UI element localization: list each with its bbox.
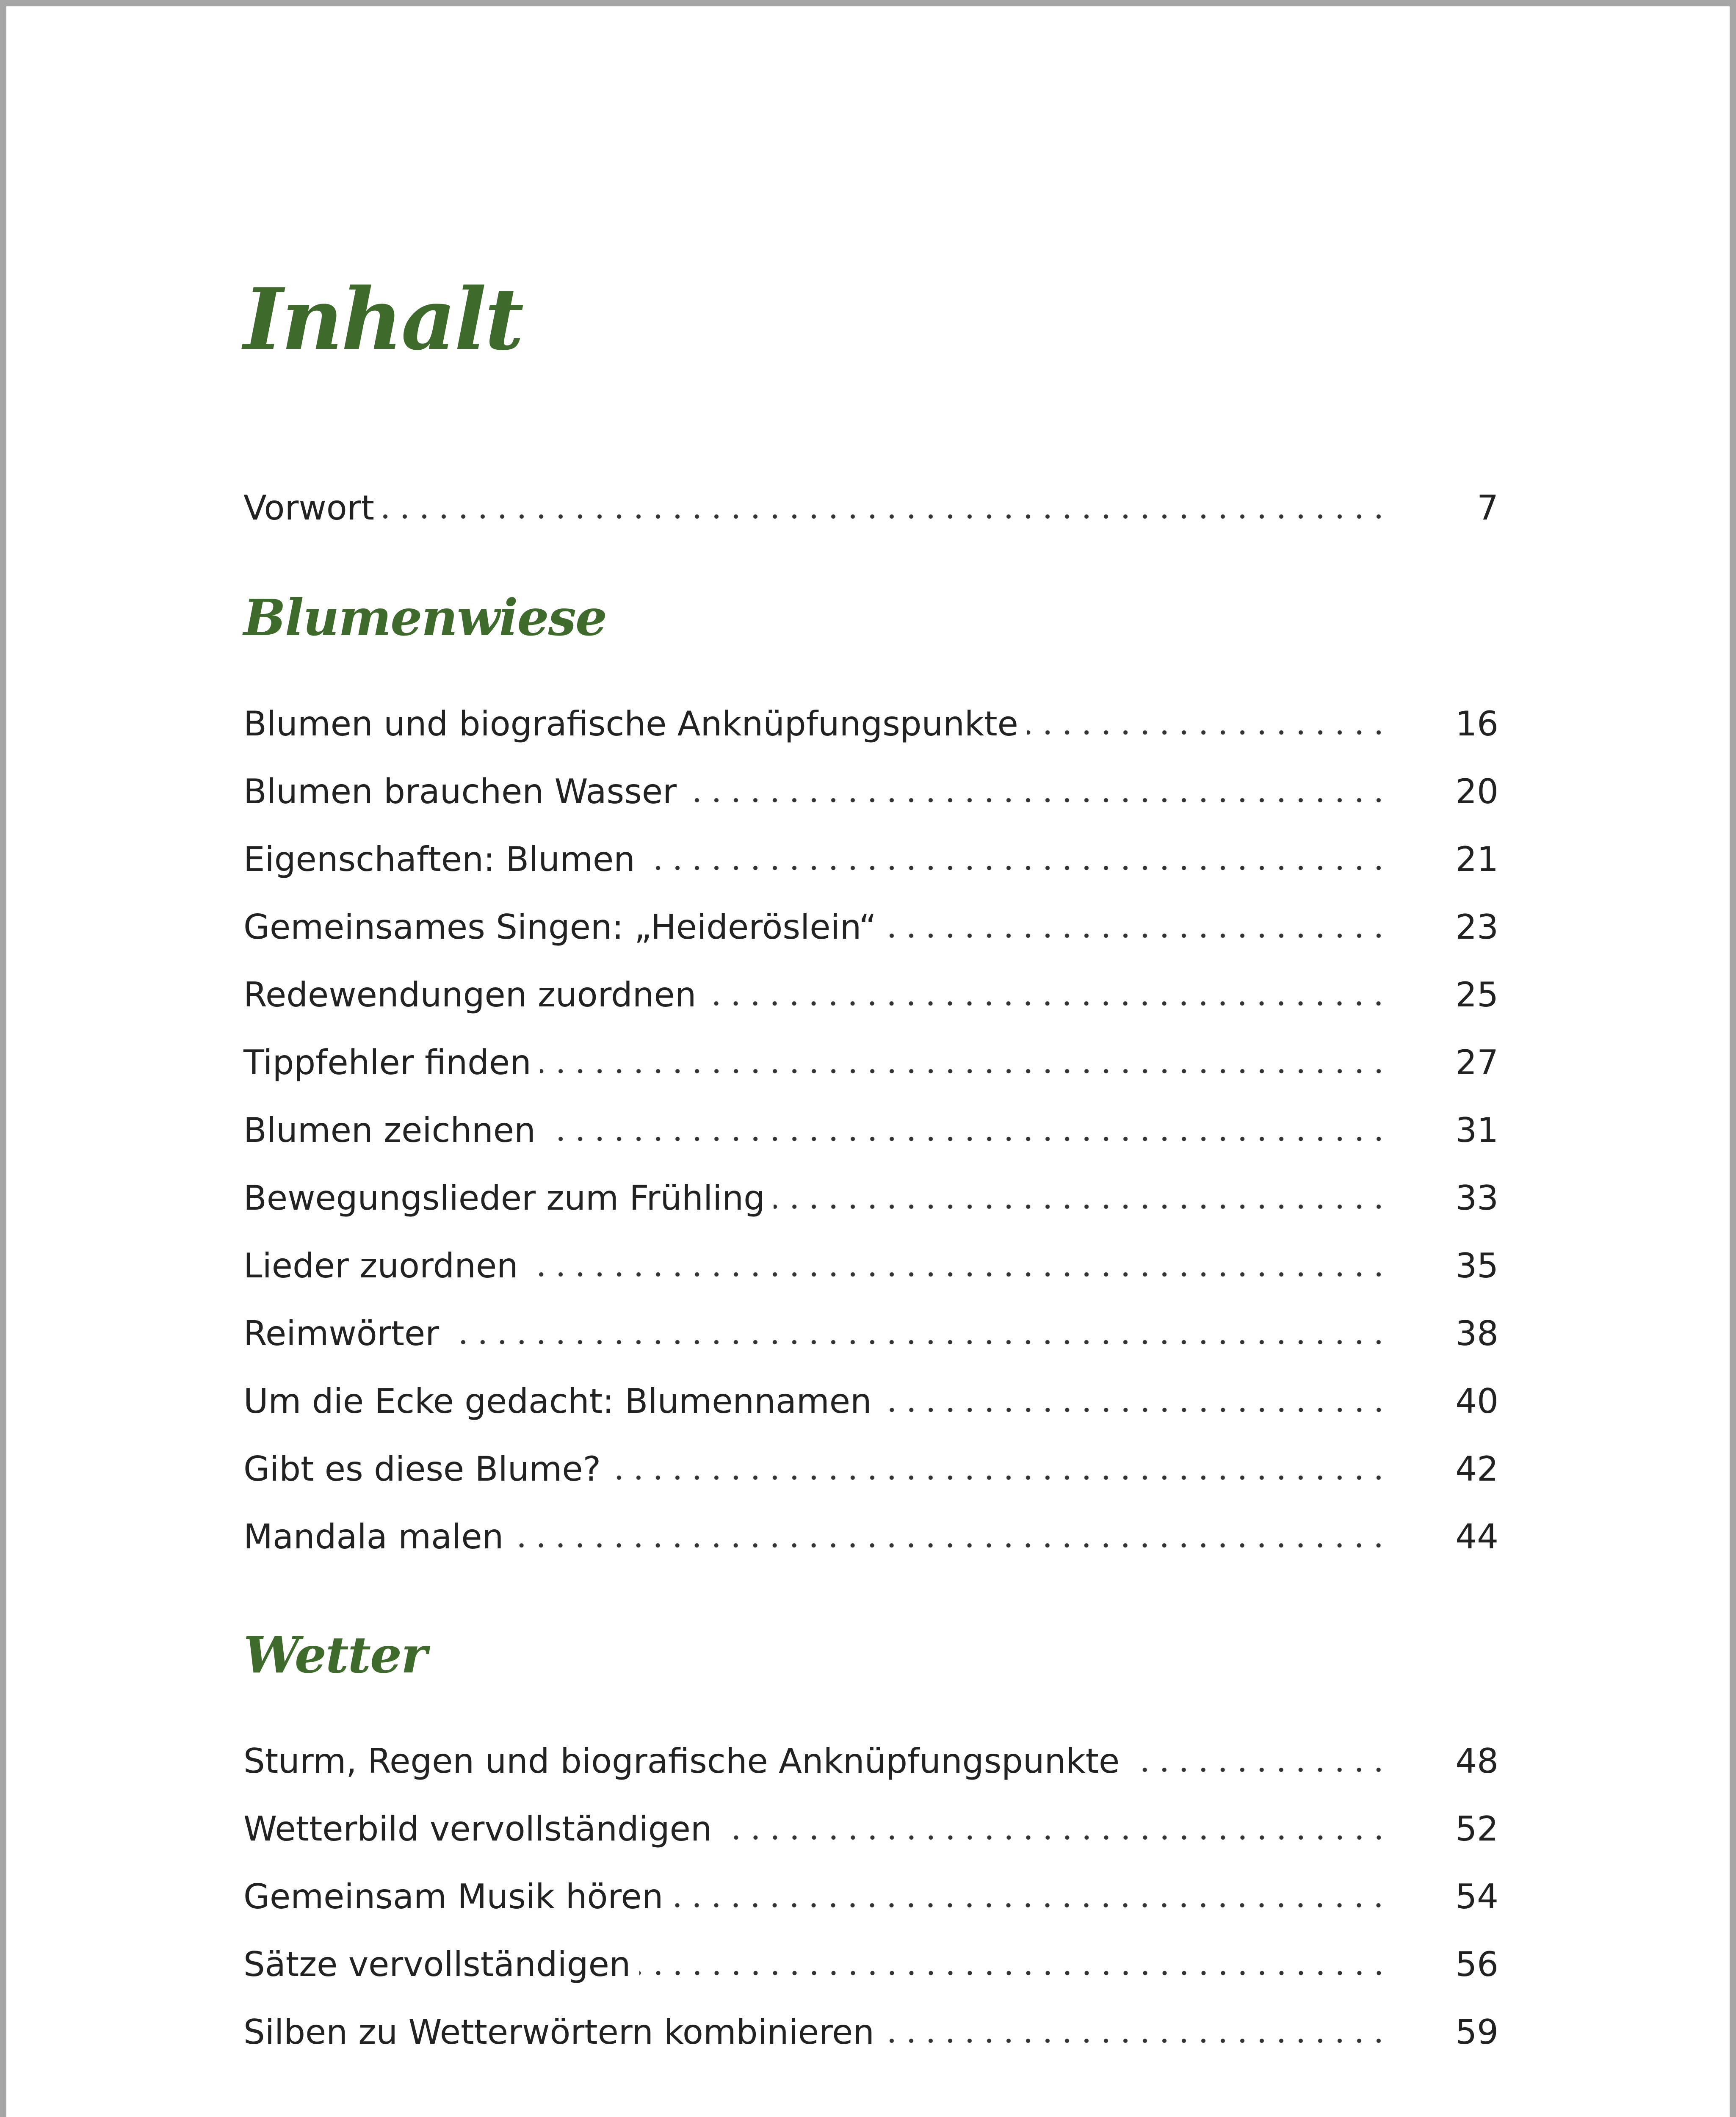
- page-title: Inhalt: [243, 270, 522, 369]
- toc-entry[interactable]: [243, 1376, 1498, 1427]
- toc-entry-label: Redewendungen zuordnen: [243, 975, 697, 1014]
- toc-entry-label: Gemeinsam Musik hören: [243, 1877, 663, 1916]
- toc-entry-page: 42: [1455, 1449, 1498, 1489]
- dot-leader: [885, 933, 1388, 939]
- dot-leader: [774, 1204, 1388, 1210]
- toc-entry[interactable]: [243, 1804, 1498, 1854]
- toc-entry[interactable]: [243, 1736, 1498, 1787]
- toc-entry-label: Tippfehler finden: [243, 1043, 531, 1082]
- toc-entry-page: 44: [1455, 1517, 1498, 1556]
- dot-leader: [448, 1339, 1388, 1345]
- dot-leader: [540, 1068, 1388, 1074]
- toc-entry[interactable]: [243, 902, 1498, 953]
- dot-leader: [883, 2038, 1388, 2044]
- toc-entry[interactable]: [243, 2007, 1498, 2058]
- toc-entry[interactable]: [243, 1241, 1498, 1291]
- toc-entry-page: 40: [1455, 1382, 1498, 1421]
- toc-entry[interactable]: [243, 1939, 1498, 1990]
- toc-entry-label: Blumen und biografische Anknüpfungspunkte: [243, 704, 1018, 743]
- toc-entry-page: 48: [1455, 1741, 1498, 1781]
- toc-entry-label: Blumen brauchen Wasser: [243, 772, 677, 811]
- toc-entry[interactable]: [243, 1512, 1498, 1562]
- toc-entry[interactable]: [243, 1308, 1498, 1359]
- dot-leader: [512, 1542, 1388, 1548]
- section-heading-wetter: Wetter: [243, 1625, 427, 1684]
- toc-entry[interactable]: [243, 1444, 1498, 1495]
- dot-leader: [721, 1835, 1388, 1841]
- toc-entry-label: Vorwort: [243, 488, 374, 528]
- toc-entry-label: Bewegungslieder zum Frühling: [243, 1178, 765, 1218]
- toc-entry-page: 38: [1455, 1314, 1498, 1353]
- toc-entry-label: Reimwörter: [243, 1314, 440, 1353]
- dot-leader: [609, 1475, 1388, 1481]
- toc-entry-page: 20: [1455, 772, 1498, 811]
- dot-leader: [527, 1271, 1388, 1277]
- toc-entry-page: 33: [1455, 1178, 1498, 1218]
- dot-leader: [1027, 730, 1388, 735]
- toc-entry-page: 27: [1455, 1043, 1498, 1082]
- dot-leader: [383, 514, 1388, 520]
- toc-entry[interactable]: [243, 1105, 1498, 1156]
- toc-entry-page: 56: [1455, 1945, 1498, 1984]
- toc-entry-label: Sturm, Regen und biografische Anknüpfungspunkte: [243, 1741, 1120, 1781]
- toc-entry-page: 54: [1455, 1877, 1498, 1916]
- toc-entry-label: Sätze vervollständigen: [243, 1945, 631, 1984]
- dot-leader: [1128, 1767, 1388, 1773]
- dot-leader: [644, 865, 1388, 871]
- toc-entry-page: 25: [1455, 975, 1498, 1014]
- dot-leader: [705, 1000, 1388, 1006]
- toc-entry[interactable]: [243, 699, 1498, 749]
- toc-entry-page: 59: [1455, 2012, 1498, 2052]
- toc-entry-label: Mandala malen: [243, 1517, 504, 1556]
- toc-entry-page: 23: [1455, 907, 1498, 947]
- toc-entry[interactable]: [243, 1037, 1498, 1088]
- toc-entry-label: Lieder zuordnen: [243, 1246, 518, 1285]
- toc-entry[interactable]: [243, 1173, 1498, 1224]
- dot-leader: [672, 1902, 1388, 1908]
- toc-entry-page: 31: [1455, 1111, 1498, 1150]
- dot-leader: [544, 1136, 1388, 1142]
- dot-leader: [880, 1407, 1388, 1413]
- toc-entry-page: 52: [1455, 1809, 1498, 1849]
- toc-entry[interactable]: [243, 1871, 1498, 1922]
- toc-entry-label: Um die Ecke gedacht: Blumennamen: [243, 1382, 872, 1421]
- toc-entry[interactable]: [243, 766, 1498, 817]
- toc-entry-page: 16: [1455, 704, 1498, 743]
- dot-leader: [639, 1970, 1389, 1976]
- toc-entry-label: Gemeinsames Singen: „Heideröslein“: [243, 907, 876, 947]
- toc-entry-vorwort[interactable]: [243, 483, 1498, 533]
- toc-entry-label: Blumen zeichnen: [243, 1111, 536, 1150]
- toc-entry-page: 7: [1477, 488, 1498, 528]
- section-heading-blumenwiese: Blumenwiese: [243, 588, 607, 647]
- toc-entry-page: 35: [1455, 1246, 1498, 1285]
- dot-leader: [685, 797, 1388, 803]
- toc-entry[interactable]: [243, 970, 1498, 1020]
- toc-entry-label: Gibt es diese Blume?: [243, 1449, 601, 1489]
- toc-entry-page: 21: [1455, 840, 1498, 879]
- toc-entry-label: Silben zu Wetterwörtern kombinieren: [243, 2012, 874, 2052]
- toc-entry-label: Wetterbild vervollständigen: [243, 1809, 712, 1849]
- toc-entry-label: Eigenschaften: Blumen: [243, 840, 635, 879]
- toc-entry[interactable]: [243, 834, 1498, 885]
